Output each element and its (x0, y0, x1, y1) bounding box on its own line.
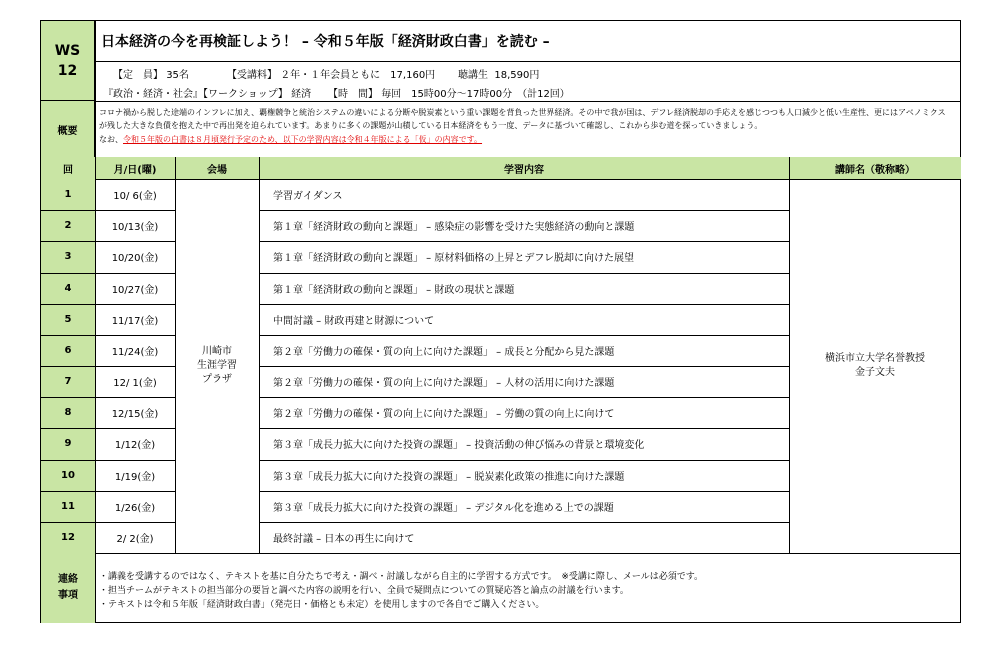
row-date: 10/20(金) (111, 253, 159, 265)
overview-line-1: コロナ禍から脱した途端のインフレに加え、覇権競争と統治システムの違いによる分断や脱炭素という重い課題を背負った世界経済。その中で我が国は、デフレ経済脱却の手応えを感じつつも人口減少と低い生産性、更にはアベノミクス (99, 108, 946, 117)
ws-number: 12 (57, 62, 78, 79)
row-date: 1/26(金) (114, 502, 156, 514)
row-divider (41, 460, 175, 461)
divider (41, 101, 961, 102)
header-num: 回 (63, 164, 73, 176)
row-number: 1 (64, 189, 72, 201)
row-content: 第１章「経済財政の動向と課題」 – 財政の現状と課題 (273, 284, 515, 296)
row-divider (259, 241, 789, 242)
grid-line (789, 157, 790, 553)
row-divider (41, 210, 175, 211)
row-number: 6 (64, 344, 72, 356)
row-number: 10 (61, 469, 75, 481)
header-venue: 会場 (207, 164, 227, 176)
capacity: 【定 員】 35名 (113, 70, 189, 81)
grid-line (175, 157, 176, 553)
row-number: 12 (61, 531, 75, 543)
row-content: 第３章「成長力拡大に向けた投資の課題」 – 脱炭素化政策の推進に向けた課題 (273, 471, 625, 483)
notes-label: 連絡 事項 (41, 553, 95, 623)
row-number: 11 (61, 500, 75, 512)
row-divider (41, 522, 175, 523)
notes-line-1: ・講義を受講するのではなく、テキストを基に自分たちで考え・調べ・討議しながら自主的に学習する方式です。 ※受講に際し、メールは必須です。 (99, 572, 703, 582)
row-divider (41, 366, 175, 367)
row-content: 学習ガイダンス (273, 191, 343, 203)
row-date: 2/ 2(金) (116, 533, 154, 545)
category: 『政治・経済・社会』【ワークショップ】 経済 (103, 89, 312, 100)
row-number: 8 (64, 407, 72, 419)
row-divider (41, 491, 175, 492)
row-divider (41, 335, 175, 336)
ws-code: WS (54, 42, 81, 59)
row-date: 1/19(金) (114, 471, 156, 483)
row-divider (259, 460, 789, 461)
row-number: 4 (64, 282, 72, 294)
row-date: 12/15(金) (111, 409, 159, 421)
time-info: 【時 間】 毎回 15時00分～17時00分 （計12回） (328, 89, 570, 100)
row-date: 10/27(金) (111, 284, 159, 296)
header-content: 学習内容 (504, 164, 544, 176)
course-sheet (40, 20, 961, 623)
row-date: 12/ 1(金) (113, 378, 157, 390)
row-divider (259, 304, 789, 305)
fee: 【受講料】 ２年・１年会員ともに 17,160円 (227, 70, 436, 81)
row-content: 第１章「経済財政の動向と課題」 – 感染症の影響を受けた実態経済の動向と課題 (273, 222, 635, 234)
row-date: 1/12(金) (114, 440, 156, 452)
grid-line (259, 157, 260, 553)
overview-line-3: なお、令和５年版の白書は８月頃発行予定のため、以下の学習内容は令和４年版による「仮」の内容です。 (99, 135, 483, 144)
header-lecturer: 講師名（敬称略） (835, 164, 915, 176)
row-content: 第２章「労働力の確保・質の向上に向けた課題」 – 人材の活用に向けた課題 (273, 378, 615, 390)
divider (95, 61, 961, 62)
row-divider (259, 491, 789, 492)
row-date: 11/17(金) (111, 315, 159, 327)
row-number: 7 (64, 376, 72, 388)
row-divider (259, 273, 789, 274)
row-number: 2 (64, 220, 72, 232)
grid-line (95, 21, 96, 623)
row-content: 第２章「労働力の確保・質の向上に向けた課題」 – 労働の質の向上に向けて (273, 409, 615, 421)
venue-cell: 川崎市 生涯学習 プラザ (197, 346, 237, 385)
row-number: 9 (64, 438, 72, 450)
auditor-fee: 聴講生 18,590円 (458, 70, 540, 81)
divider (41, 553, 961, 554)
row-divider (259, 366, 789, 367)
row-content: 第３章「成長力拡大に向けた投資の課題」 – 投資活動の伸び悩みの背景と環境変化 (273, 440, 645, 452)
row-date: 10/13(金) (111, 222, 159, 234)
notes-line-3: ・テキストは令和５年版「経済財政白書」（発売日・価格とも未定）を使用しますので各自でご購入ください。 (99, 600, 545, 610)
row-content: 第３章「成長力拡大に向けた投資の課題」 – デジタル化を進める上での課題 (273, 502, 614, 514)
row-date: 11/24(金) (111, 346, 159, 358)
row-divider (259, 522, 789, 523)
header-date: 月/日(曜) (113, 164, 157, 176)
row-content: 最終討議 – 日本の再生に向けて (273, 533, 415, 545)
course-title: 日本経済の今を再検証しよう！ – 令和５年版「経済財政白書」を読む – (101, 34, 550, 50)
row-divider (41, 241, 175, 242)
row-divider (259, 335, 789, 336)
row-content: 第２章「労働力の確保・質の向上に向けた課題」 – 成長と分配から見た課題 (273, 346, 615, 358)
row-divider (259, 428, 789, 429)
row-divider (41, 397, 175, 398)
notes-line-2: ・担当チームがテキストの担当部分の要旨と調べた内容の説明を行い、全員で疑問点についての質疑応答と論点の討議を行います。 (99, 586, 629, 596)
row-divider (41, 273, 175, 274)
overview-notice: 令和５年版の白書は８月頃発行予定のため、以下の学習内容は令和４年版による「仮」の内容です。 (123, 135, 483, 144)
row-content: 第１章「経済財政の動向と課題」 – 原材料価格の上昇とデフレ脱却に向けた展望 (273, 253, 634, 265)
row-number: 5 (64, 313, 72, 325)
row-content: 中間討議 – 財政再建と財源について (273, 315, 435, 327)
row-divider (259, 397, 789, 398)
lecturer-cell: 横浜市立大学名誉教授 金子文夫 (825, 353, 925, 378)
ws-badge (41, 21, 95, 101)
row-divider (259, 210, 789, 211)
overview-label: 概要 (41, 101, 95, 157)
row-divider (41, 428, 175, 429)
row-date: 10/ 6(金) (113, 191, 157, 203)
row-number: 3 (64, 251, 72, 263)
row-divider (41, 304, 175, 305)
overview-line-2: が残した大きな負債を抱えた中で再出発を迫られています。あまりに多くの課題が山積している日本経済をもう一度、データに基づいて確認し、これから歩む道を探っていきましょう。 (99, 121, 763, 130)
